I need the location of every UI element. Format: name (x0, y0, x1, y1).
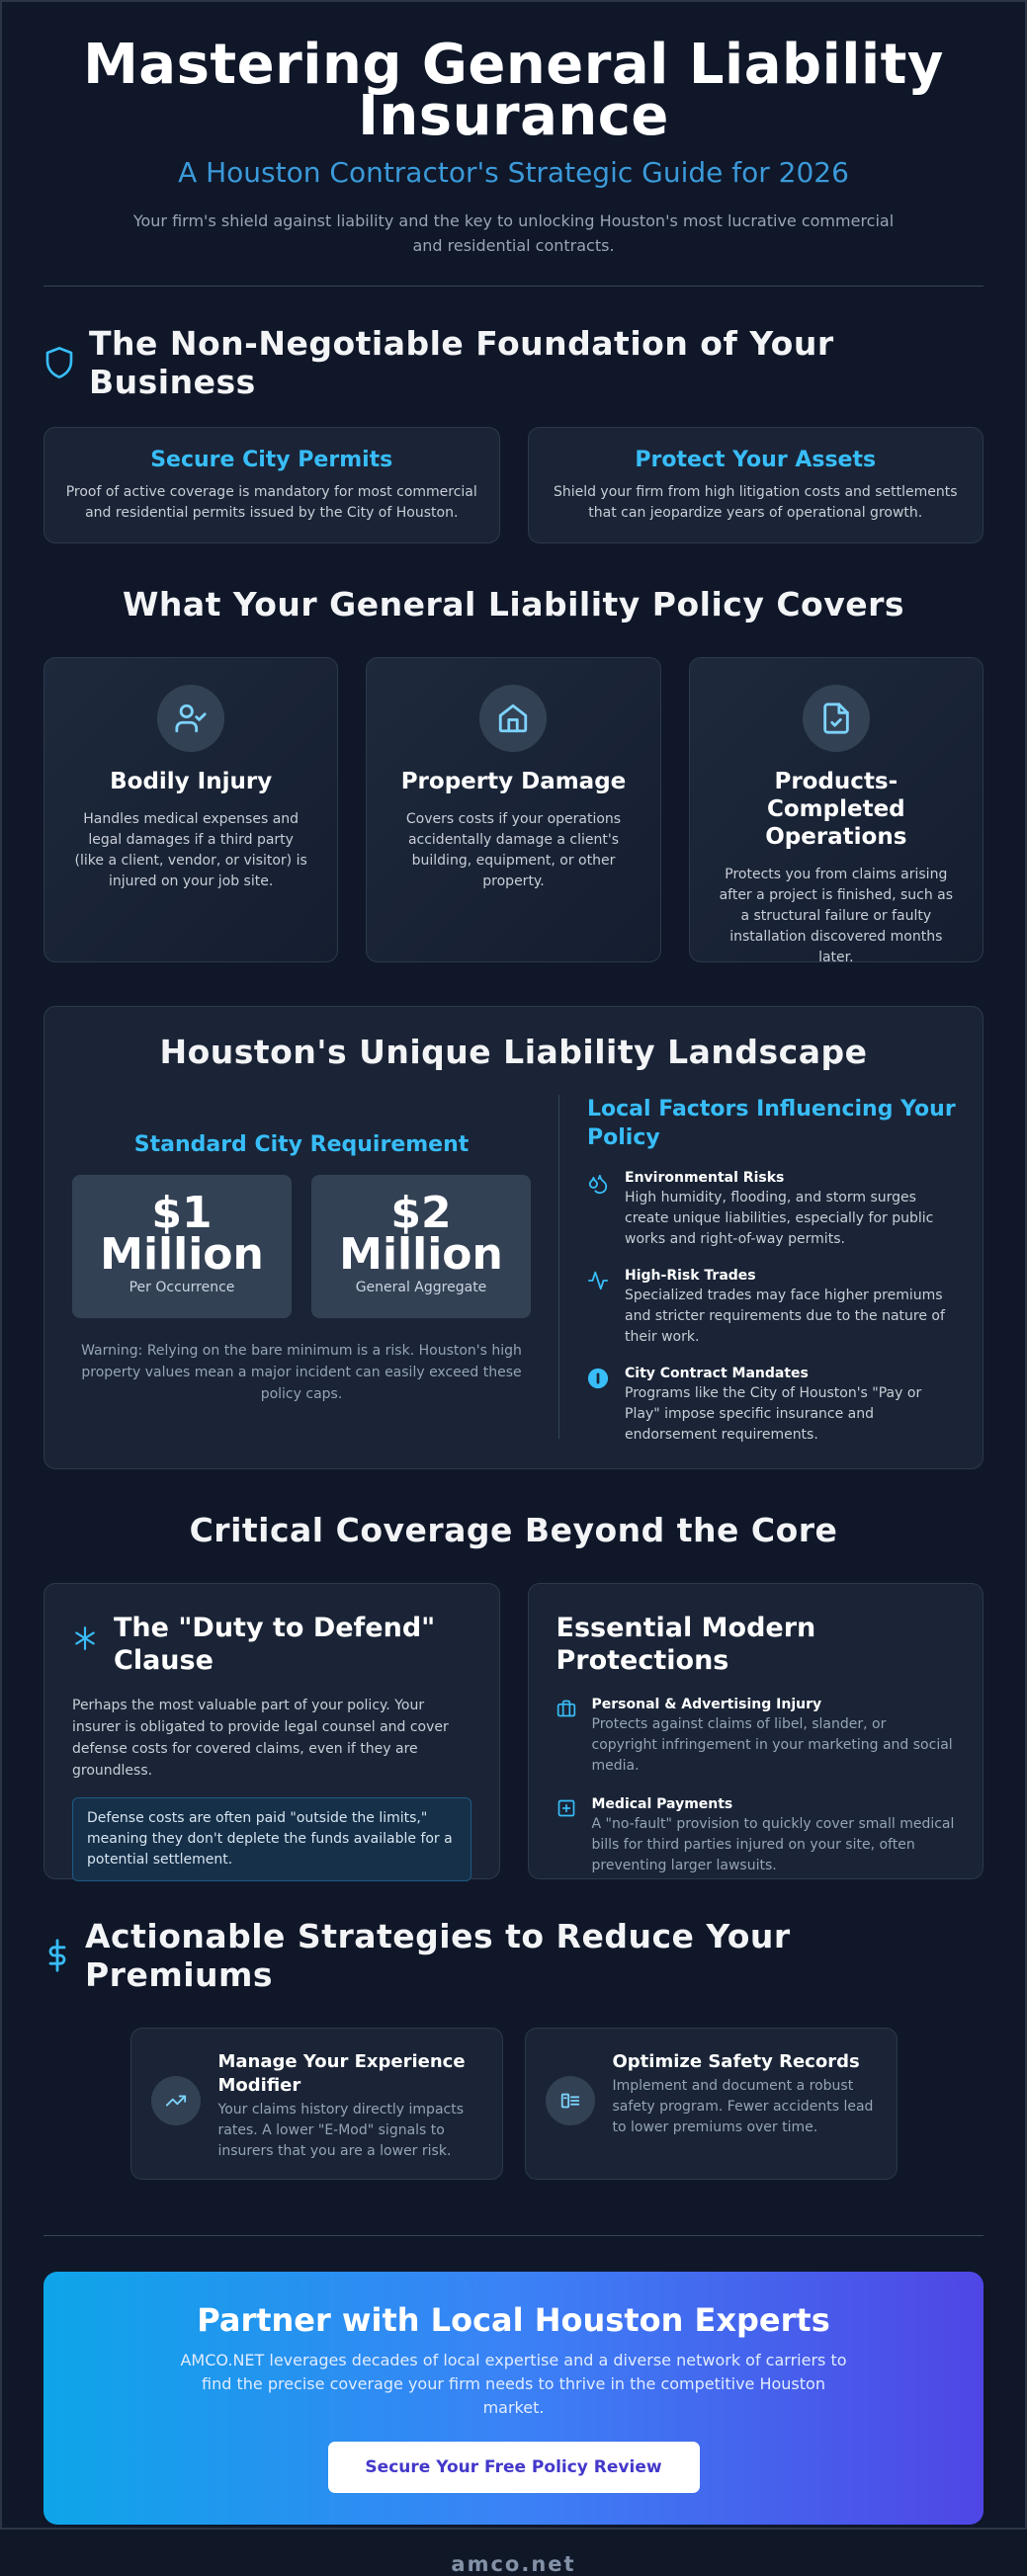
amount-label: Per Occurrence (128, 1280, 235, 1295)
coverage-section (43, 585, 984, 965)
protection-title: Medical Payments (591, 1796, 733, 1812)
cta-title: Partner with Local Houston Experts (197, 2301, 830, 2339)
card-text: Proof of active coverage is mandatory for most commercial and residential permits issued by the City of Houston. (65, 484, 477, 521)
droplets-icon (587, 1170, 611, 1250)
strategy-title: Manage Your Experience Modifier (217, 2051, 466, 2096)
activity-icon (587, 1268, 611, 1348)
foundation-heading-text: The Non-Negotiable Foundation of Your Business (89, 324, 834, 401)
duty-text: Perhaps the most valuable part of your policy. Your insurer is obligated to provide legal counsel and cover defense costs for covered claims, even if they are groundless. (72, 1698, 449, 1779)
card-title: Secure City Permits (150, 448, 393, 472)
info-icon (587, 1366, 611, 1446)
card-text: Shield your firm from high litigation costs and settlements that can jeopardize years of operational growth. (553, 484, 958, 521)
landscape-section (43, 1006, 984, 1469)
defense-callout: Defense costs are often paid "outside the limits," meaning they don't deplete the funds available for a potential settlement. (72, 1797, 471, 1881)
briefcase-icon (556, 1697, 578, 1777)
modern-protections-card (528, 1583, 984, 1879)
shield-icon (43, 345, 75, 380)
strategies-section (43, 1917, 984, 2180)
list-item (587, 1268, 957, 1348)
card-text: Handles medical expenses and legal damages if a third party (like a client, vendor, or visitor) is injured on your job site. (74, 811, 307, 889)
card-title: Products-Completed Operations (765, 769, 907, 850)
card-title: Property Damage (400, 769, 627, 794)
standard-requirement (44, 1095, 558, 1446)
strategy-title: Optimize Safety Records (612, 2051, 860, 2072)
safety-records-card (525, 2028, 898, 2180)
assets-card (528, 427, 984, 543)
list-item (556, 1697, 956, 1777)
protections-title: Essential Modern Protections (556, 1613, 816, 1676)
divider (43, 2235, 984, 2236)
card-text: Protects you from claims arising after a project is finished, such as a structural failure or faulty installation discovered months later. (719, 867, 954, 965)
strategies-heading (43, 1917, 984, 1994)
page-subtitle: A Houston Contractor's Strategic Guide for 2026 (178, 156, 849, 189)
critical-heading: Critical Coverage Beyond the Core (189, 1511, 838, 1549)
amount-label: General Aggregate (355, 1280, 487, 1295)
factor-text: High humidity, flooding, and storm surges create unique liabilities, especially for public works and right-of-way permits. (625, 1190, 934, 1247)
bodily-injury-card (43, 657, 338, 962)
factor-text: Programs like the City of Houston's "Pay or Play" impose specific insurance and endorsement requirements. (625, 1385, 922, 1443)
local-factors (559, 1095, 983, 1446)
aggregate-amount (311, 1175, 531, 1318)
permits-card (43, 427, 500, 543)
experience-modifier-card (130, 2028, 503, 2180)
intro-text: Your firm's shield against liability and the key to unlocking Houston's most lucrative commercial and residential contracts. (132, 211, 895, 255)
strategy-text: Implement and document a robust safety program. Fewer accidents lead to lower premiums over time. (612, 2078, 874, 2135)
page-title: Mastering General Liability Insurance (83, 33, 944, 148)
policy-review-button[interactable]: Secure Your Free Policy Review (328, 2442, 700, 2493)
card-title: Bodily Injury (110, 769, 273, 794)
factor-title: High-Risk Trades (625, 1268, 756, 1284)
duty-title: The "Duty to Defend" Clause (114, 1613, 436, 1676)
critical-coverage-section (43, 1511, 984, 1879)
cta-text: AMCO.NET leverages decades of local expertise and a diverse network of carriers to find the precise coverage your firm needs to thrive in the competitive Houston market. (180, 2351, 847, 2417)
protection-text: Protects against claims of libel, slander, or copyright infringement in your marketing and social media. (591, 1716, 953, 1774)
property-damage-card (366, 657, 660, 962)
trending-up-icon (151, 2076, 201, 2125)
dollar-icon (43, 1938, 71, 1973)
landscape-heading: Houston's Unique Liability Landscape (159, 1033, 868, 1071)
clipboard-list-icon (546, 2076, 595, 2125)
protection-text: A "no-fault" provision to quickly cover small medical bills for third parties injured on your site, often preventing larger lawsuits. (591, 1816, 955, 1873)
asterisk-icon (72, 1612, 98, 1655)
cta-banner (43, 2272, 984, 2525)
amount-value: $2 Million (339, 1188, 503, 1280)
foundation-heading (43, 324, 984, 401)
protection-title: Personal & Advertising Injury (591, 1697, 822, 1712)
header (43, 2, 984, 258)
foundation-section (43, 324, 984, 543)
footer-brand: amco.net (451, 2552, 576, 2576)
completed-operations-card (689, 657, 984, 965)
local-factors-title: Local Factors Influencing Your Policy (587, 1097, 956, 1150)
warning-text: Warning: Relying on the bare minimum is a risk. Houston's high property values mean a major incident can easily exceed these policy caps. (81, 1343, 522, 1402)
duty-to-defend-card (43, 1583, 500, 1879)
list-item (587, 1366, 957, 1446)
user-check-icon (157, 685, 224, 752)
factor-text: Specialized trades may face higher premiums and stricter requirements due to the nature of their work. (625, 1288, 945, 1345)
house-icon (479, 685, 547, 752)
standard-title: Standard City Requirement (133, 1132, 470, 1157)
factor-title: City Contract Mandates (625, 1366, 809, 1381)
factor-title: Environmental Risks (625, 1170, 785, 1186)
file-check-icon (803, 685, 870, 752)
strategies-heading-text: Actionable Strategies to Reduce Your Premiums (85, 1917, 791, 1994)
per-occurrence-amount (72, 1175, 292, 1318)
medical-plus-icon (556, 1796, 578, 1876)
card-text: Covers costs if your operations accidentally damage a client's building, equipment, or other property. (405, 811, 622, 889)
card-title: Protect Your Assets (635, 448, 877, 472)
amount-value: $1 Million (100, 1188, 264, 1280)
divider (43, 286, 984, 287)
coverage-heading: What Your General Liability Policy Covers (122, 585, 905, 623)
strategy-text: Your claims history directly impacts rates. A lower "E-Mod" signals to insurers that you are a lower risk. (217, 2102, 464, 2159)
list-item (587, 1170, 957, 1250)
list-item (556, 1796, 956, 1876)
